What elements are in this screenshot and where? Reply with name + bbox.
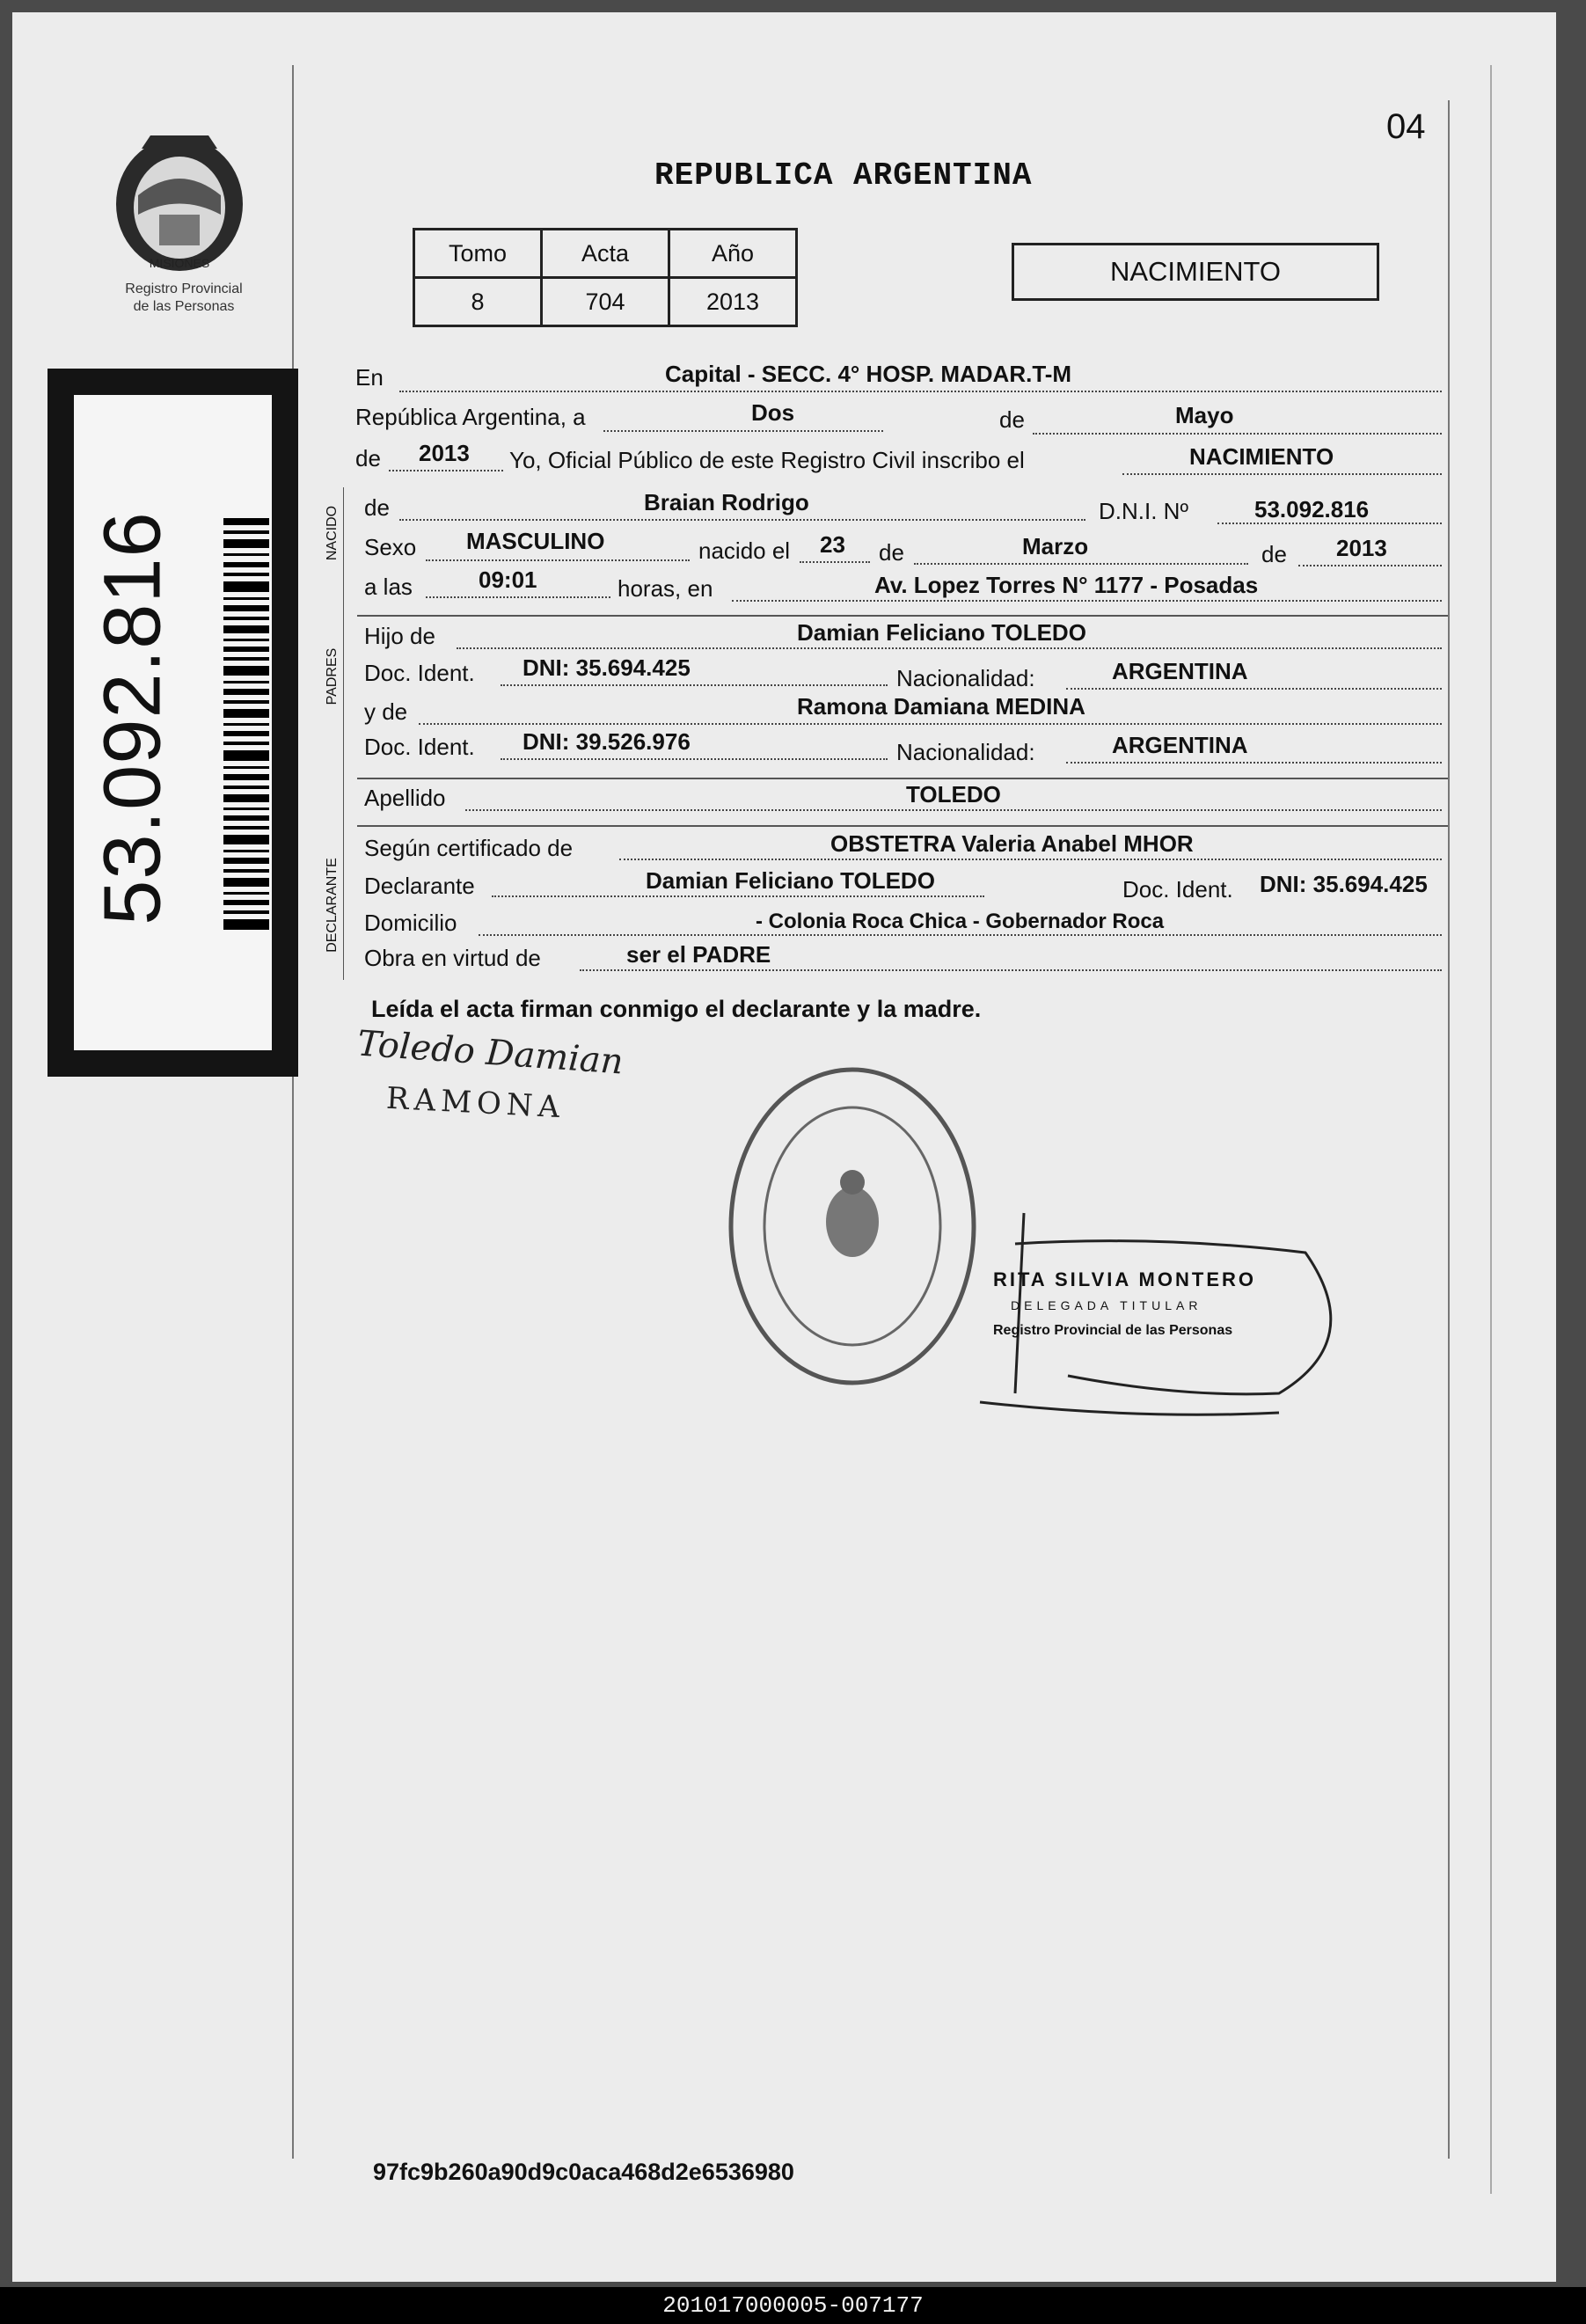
record-type-box: NACIMIENTO	[1012, 243, 1379, 301]
label-horas: horas, en	[618, 575, 713, 602]
dotted-line	[426, 559, 690, 561]
value-domicilio: - Colonia Roca Chica - Gobernador Roca	[756, 910, 1165, 933]
label-de-anio: de	[355, 445, 381, 471]
dotted-line	[732, 600, 1442, 602]
label-republica: República Argentina, a	[355, 404, 586, 430]
label-nacionalidad1: Nacionalidad:	[896, 665, 1035, 691]
value-madre-nac: ARGENTINA	[1112, 732, 1248, 758]
registry-header-acta: Acta	[542, 230, 669, 278]
stamp-role: DELEGADA TITULAR	[1011, 1298, 1202, 1312]
label-de-dia: de	[879, 539, 904, 566]
right-margin-line	[1448, 100, 1450, 2159]
value-certificado: OBSTETRA Valeria Anabel MHOR	[830, 830, 1194, 857]
seal-inner	[74, 395, 272, 1050]
value-hora: 09:01	[479, 566, 537, 593]
label-doc-ident3: Doc. Ident.	[1122, 876, 1233, 903]
dotted-line	[492, 895, 984, 897]
label-doc-ident2: Doc. Ident.	[364, 734, 475, 760]
value-padre-doc: DNI: 35.694.425	[523, 654, 691, 681]
dotted-line	[603, 430, 883, 432]
page-number: 04	[1386, 107, 1426, 146]
stamp-name: RITA SILVIA MONTERO	[993, 1268, 1256, 1290]
dotted-line	[1122, 473, 1442, 475]
certificate-page	[12, 12, 1556, 2282]
section-label-padres: PADRES	[325, 647, 340, 705]
value-lugar-nac: Av. Lopez Torres N° 1177 - Posadas	[874, 572, 1259, 598]
registry-value-row	[414, 278, 797, 326]
label-apellido: Apellido	[364, 785, 446, 811]
value-declarante: Damian Feliciano TOLEDO	[646, 867, 935, 894]
section-label-nacido: NACIDO	[325, 505, 340, 561]
dotted-line	[501, 684, 888, 686]
closing-statement: Leída el acta firman conmigo el declarante y la madre.	[371, 996, 982, 1022]
label-de-anio2: de	[1261, 541, 1287, 567]
round-seal-icon	[720, 1059, 984, 1393]
footer-id: 201017000005-007177	[0, 2287, 1586, 2324]
label-nacido-el: nacido el	[698, 537, 791, 564]
section-divider	[357, 615, 1448, 617]
value-padre-nac: ARGENTINA	[1112, 658, 1248, 684]
dotted-line	[419, 723, 1442, 725]
dotted-line	[1066, 688, 1442, 690]
value-padre: Damian Feliciano TOLEDO	[797, 619, 1086, 646]
dotted-line	[457, 647, 1442, 649]
security-seal	[48, 369, 298, 1077]
logo-caption	[83, 281, 285, 316]
registry-header-row	[414, 230, 797, 278]
stamp-office: Registro Provincial de las Personas	[993, 1323, 1233, 1338]
signature-scribble-icon	[962, 1209, 1393, 1429]
label-segun: Según certificado de	[364, 835, 574, 861]
page-edge-line	[1490, 65, 1492, 2194]
label-nacionalidad2: Nacionalidad:	[896, 739, 1035, 765]
registry-table	[413, 228, 798, 327]
label-declarante: Declarante	[364, 873, 475, 899]
value-lugar: Capital - SECC. 4° HOSP. MADAR.T-M	[665, 361, 1072, 387]
value-sexo: MASCULINO	[466, 528, 605, 554]
label-sexo: Sexo	[364, 534, 417, 560]
handwritten-signature-mother: RAMONA	[385, 1080, 566, 1126]
dotted-line	[479, 934, 1442, 936]
seal-number: 53.092.816	[87, 511, 178, 925]
dotted-line	[1066, 762, 1442, 764]
value-nac-anio: 2013	[1336, 535, 1387, 561]
dotted-line	[800, 561, 870, 563]
label-y-de: y de	[364, 698, 408, 725]
barcode-icon	[223, 518, 269, 932]
value-apellido: TOLEDO	[906, 781, 1001, 808]
dotted-line	[465, 809, 1442, 811]
logo-caption-line2: de las Personas	[133, 299, 235, 314]
dotted-line	[1033, 433, 1442, 435]
label-en: En	[355, 364, 384, 391]
registry-value-tomo: 8	[414, 278, 542, 326]
dotted-line	[1298, 565, 1442, 566]
logo-caption-line1: Registro Provincial	[125, 281, 243, 296]
registry-header-tomo: Tomo	[414, 230, 542, 278]
label-dni: D.N.I. Nº	[1099, 498, 1188, 524]
dotted-line	[389, 470, 503, 471]
label-obra: Obra en virtud de	[364, 945, 541, 971]
dotted-line	[426, 596, 610, 598]
value-anio: 2013	[419, 440, 470, 466]
label-doc-ident1: Doc. Ident.	[364, 660, 475, 686]
registry-value-acta: 704	[542, 278, 669, 326]
section-divider	[357, 825, 1448, 827]
value-dia: Dos	[751, 399, 795, 426]
label-yo: Yo, Oficial Público de este Registro Civil inscribo el	[509, 447, 1025, 473]
label-hijo-de: Hijo de	[364, 623, 435, 649]
dotted-line	[914, 563, 1248, 565]
value-nac-mes: Marzo	[1022, 533, 1089, 559]
dotted-line	[501, 758, 888, 760]
emblem-text: MISIONES	[149, 256, 210, 270]
provincial-emblem-icon	[105, 127, 254, 276]
value-nombre: Braian Rodrigo	[644, 489, 809, 515]
dotted-line	[580, 969, 1442, 971]
dotted-line	[619, 859, 1442, 860]
label-de-nombre: de	[364, 494, 390, 521]
value-mes: Mayo	[1175, 402, 1234, 428]
section-label-declarante: DECLARANTE	[325, 858, 340, 953]
value-madre-doc: DNI: 39.526.976	[523, 728, 691, 755]
dotted-line	[399, 519, 1085, 521]
value-nac-dia: 23	[820, 531, 845, 558]
document-hash: 97fc9b260a90d9c0aca468d2e6536980	[373, 2159, 794, 2185]
value-obra: ser el PADRE	[626, 941, 771, 968]
label-de-mes: de	[999, 406, 1025, 433]
label-domicilio: Domicilio	[364, 910, 457, 936]
value-declarante-doc: DNI: 35.694.425	[1260, 871, 1428, 897]
value-madre: Ramona Damiana MEDINA	[797, 693, 1085, 720]
label-a-las: a las	[364, 574, 413, 600]
page-title: REPUBLICA ARGENTINA	[654, 157, 1033, 194]
handwritten-signature-father: Toledo Damian	[355, 1023, 625, 1083]
section-divider	[357, 778, 1448, 779]
value-acto: NACIMIENTO	[1189, 443, 1334, 470]
value-dni: 53.092.816	[1254, 496, 1370, 523]
registry-value-anio: 2013	[669, 278, 797, 326]
dotted-line	[399, 391, 1442, 392]
registry-header-anio: Año	[669, 230, 797, 278]
